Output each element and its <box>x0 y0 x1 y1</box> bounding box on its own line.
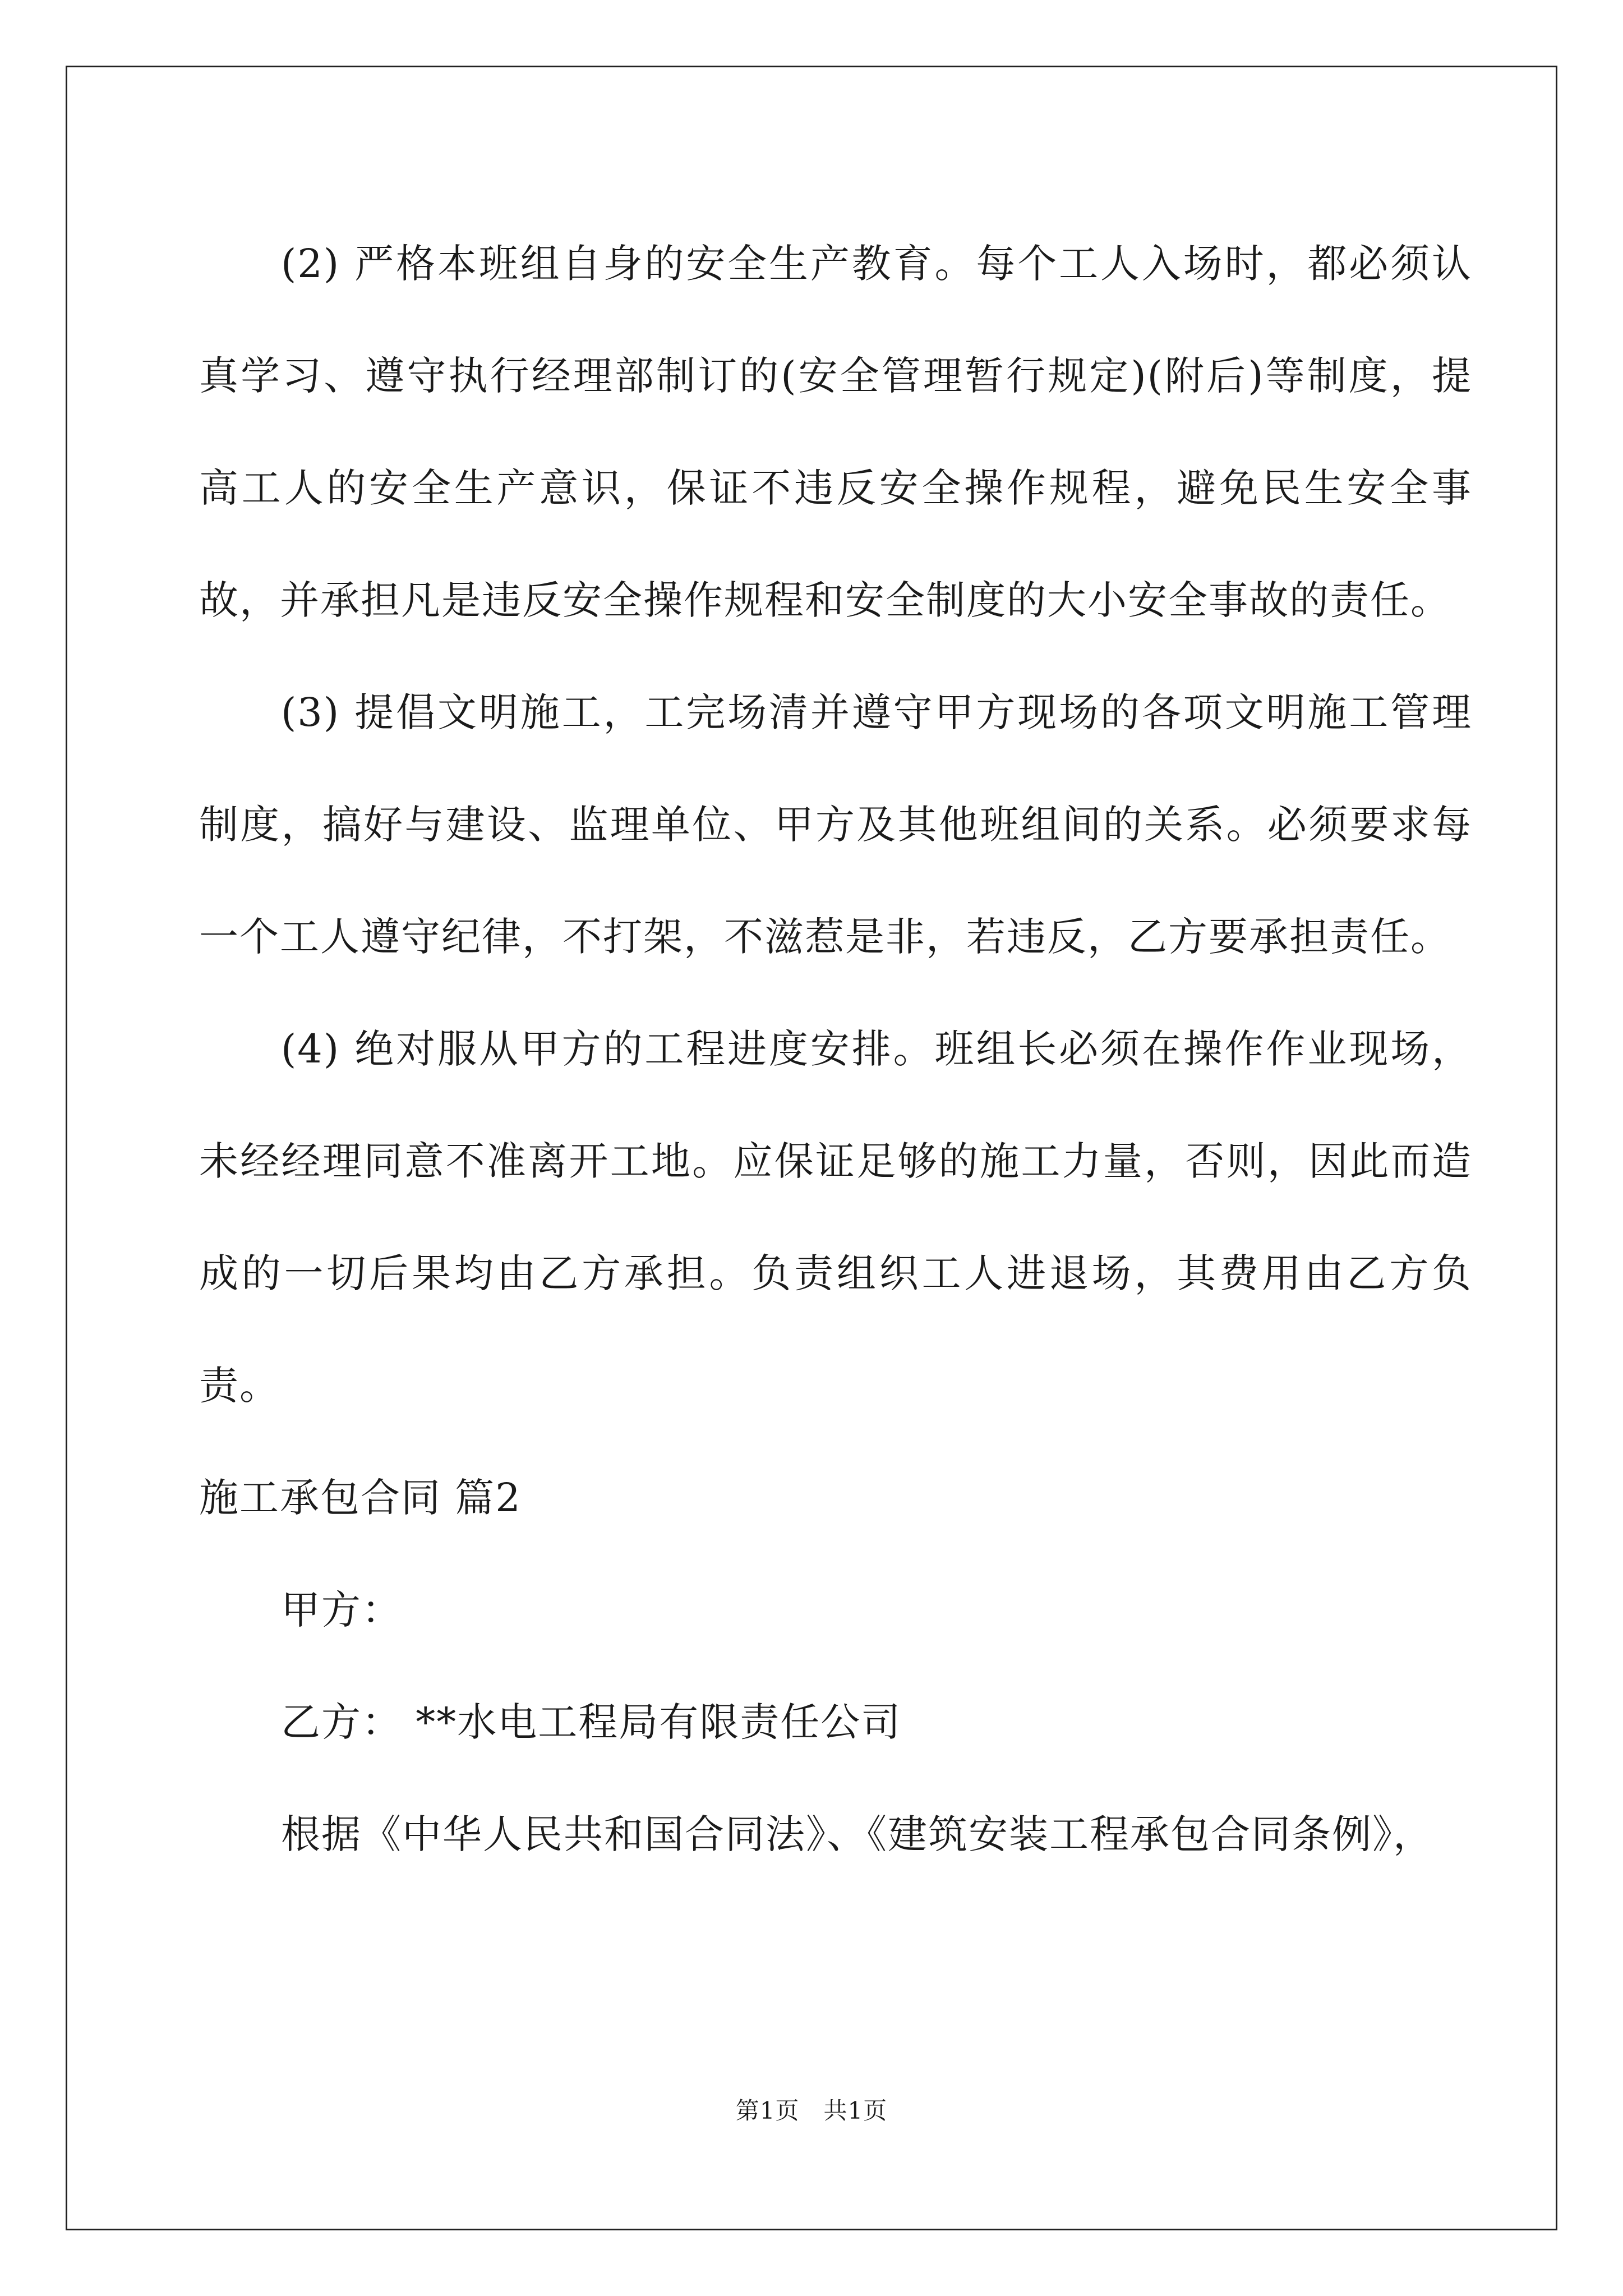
document-body <box>199 208 1472 1890</box>
party-b-line: 乙方： **水电工程局有限责任公司 <box>281 1699 902 1745</box>
section-heading: 施工承包合同 篇2 <box>199 1475 522 1521</box>
paragraph-item-2: (2) 严格本班组自身的安全生产教育。每个工人入场时，都必须认真学习、遵守执行经理部制订的(安全管理暂行规定)(附后)等制度，提高工人的安全生产意识，保证不违反安全操作规程，避免民生安全事故，并承担凡是违反安全操作规程和安全制度的大小安全事故的责任。 <box>199 241 1472 623</box>
paragraph-item-3: (3) 提倡文明施工，工完场清并遵守甲方现场的各项文明施工管理制度，搞好与建设、监理单位、甲方及其他班组间的关系。必须要求每一个工人遵守纪律，不打架，不滋惹是非，若违反，乙方要承担责任。 <box>199 689 1472 960</box>
contract-basis-line: 根据《中华人民共和国合同法》、《建筑安装工程承包合同条例》， <box>281 1811 1433 1857</box>
party-a-line: 甲方： <box>281 1587 402 1633</box>
page-number-footer: 第1页 共1页 <box>735 2097 888 2124</box>
paragraph-item-4: (4) 绝对服从甲方的工程进度安排。班组长必须在操作作业现场，未经经理同意不准离开工地。应保证足够的施工力量，否则，因此而造成的一切后果均由乙方承担。负责组织工人进退场，其费用由乙方负责。 <box>199 1026 1472 1409</box>
